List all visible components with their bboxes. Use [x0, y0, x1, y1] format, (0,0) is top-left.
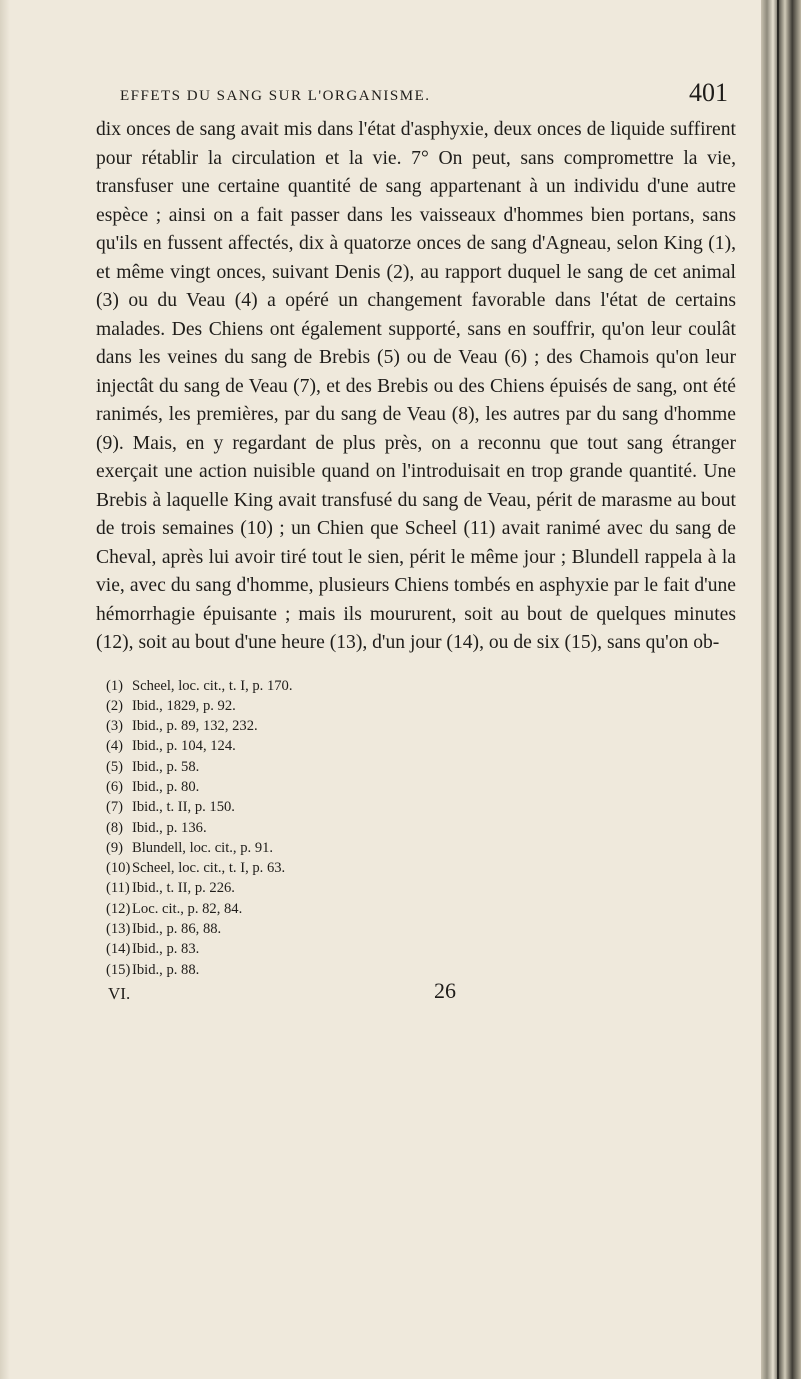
footnote-2	[106, 696, 736, 716]
footnote-text: Loc. cit., p. 82, 84.	[132, 900, 243, 917]
footnote-text: Ibid., t. II, p. 150.	[132, 799, 235, 816]
footnote-text: Ibid., t. II, p. 226.	[132, 880, 235, 897]
book-spine-edge	[761, 0, 801, 1379]
footnote-15	[106, 960, 736, 980]
footnote-text: Ibid., p. 80.	[132, 778, 200, 795]
footnote-text: Ibid., p. 58.	[132, 758, 200, 775]
footnote-9	[106, 838, 736, 858]
footnote-number: (12)	[106, 900, 131, 917]
footnote-number: (5)	[106, 758, 124, 775]
signature-mark: VI.	[108, 983, 131, 1003]
footnote-text: Ibid., p. 83.	[132, 941, 200, 958]
footnote-number: (6)	[106, 778, 124, 795]
footnote-number: (9)	[106, 839, 124, 856]
footnote-5	[106, 757, 736, 777]
footnote-12	[106, 899, 736, 919]
page-footer	[96, 977, 736, 1008]
footnote-number: (1)	[106, 677, 124, 694]
footnote-13	[106, 919, 736, 939]
footnote-number: (7)	[106, 799, 124, 816]
footnotes	[106, 676, 736, 980]
footnote-text: Ibid., p. 89, 132, 232.	[132, 718, 258, 735]
footnote-4	[106, 736, 736, 756]
footnote-text: Ibid., 1829, p. 92.	[132, 697, 236, 714]
footnote-1	[106, 676, 736, 696]
footnote-text: Blundell, loc. cit., p. 91.	[132, 839, 274, 856]
footnote-text: Ibid., p. 104, 124.	[132, 738, 236, 755]
footnote-text: Ibid., p. 88.	[132, 961, 200, 978]
running-title: EFFETS DU SANG SUR L'ORGANISME.	[120, 88, 431, 104]
footnote-text: Ibid., p. 136.	[132, 819, 207, 836]
footnote-text: Scheel, loc. cit., t. I, p. 170.	[132, 677, 293, 694]
footnote-number: (15)	[106, 961, 131, 978]
footnote-number: (11)	[106, 880, 130, 897]
footnote-text: Ibid., p. 86, 88.	[132, 921, 222, 938]
main-text	[96, 116, 736, 658]
footnote-10	[106, 858, 736, 878]
footnote-6	[106, 777, 736, 797]
body-paragraph: dix onces de sang avait mis dans l'état d'asphyxie, deux onces de liquide suffirent pour rétablir la circulation et la vie. 7° On peut, sans compromettre la vie, transfuser une certaine quantité de sang appartenant à un individu d'une autre espèce ; ainsi on a fait passer dans les vaisseaux d'hommes bien portans, sans qu'ils en fussent affectés, dix à quatorze onces de sang d'Agneau, selon King (1), et même vingt onces, suivant Denis (2), au rapport duquel le sang de cet animal (3) ou du Veau (4) a opéré un changement favorable dans l'état de certains malades. Des Chiens ont également supporté, sans en souffrir, qu'on leur coulât dans les veines du sang de Brebis (5) ou de Veau (6) ; des Chamois qu'on leur injectât du sang de Veau (7), et des Brebis ou des Chiens épuisés de sang, ont été ranimés, les premières, par du sang de Veau (8), les autres par du sang d'homme (9). Mais, en y regardant de plus près, on a reconnu que tout sang étranger exerçait une action nuisible quand on l'introduisait en trop grande quantité. Une Brebis à laquelle King avait transfusé du sang de Veau, périt de marasme au bout de trois semaines (10) ; un Chien que Scheel (11) avait ranimé avec du sang de Cheval, après lui avoir tiré tout le sien, périt le même jour ; Blundell rappela à la vie, avec du sang d'homme, plusieurs Chiens tombés en asphyxie par le fait d'une hémorrhagie épuisante ; mais ils moururent, soit au bout de quelques minutes (12), soit au bout d'une heure (13), d'un jour (14), ou de six (15), sans qu'on ob-	[96, 119, 736, 653]
page-number: 401	[689, 78, 728, 107]
page-header	[96, 78, 736, 112]
page-gutter-shadow	[0, 0, 10, 1379]
footnote-number: (2)	[106, 697, 124, 714]
footnote-8	[106, 818, 736, 838]
footnote-11	[106, 878, 736, 898]
footnote-number: (3)	[106, 718, 124, 735]
footnote-3	[106, 716, 736, 736]
footnote-number: (4)	[106, 738, 124, 755]
footnote-14	[106, 939, 736, 959]
spine-line	[777, 0, 779, 1379]
footnote-number: (8)	[106, 819, 124, 836]
footnote-text: Scheel, loc. cit., t. I, p. 63.	[132, 860, 286, 877]
footnote-7	[106, 797, 736, 817]
footnote-number: (10)	[106, 860, 131, 877]
footnote-number: (14)	[106, 941, 131, 958]
footnote-number: (13)	[106, 921, 131, 938]
book-page	[96, 78, 736, 1008]
sheet-number: 26	[434, 977, 456, 1003]
